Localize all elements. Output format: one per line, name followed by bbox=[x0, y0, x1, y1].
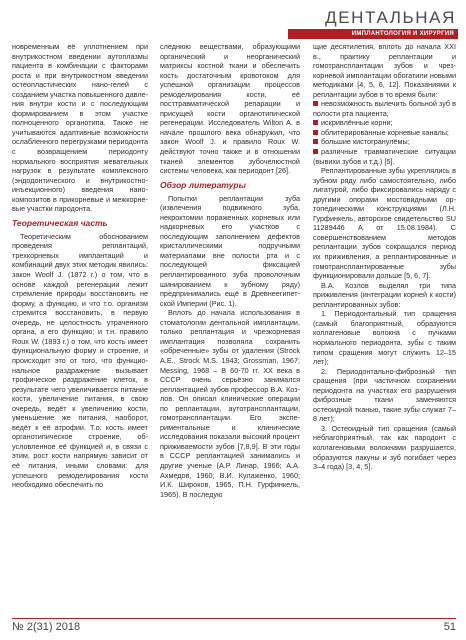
paragraph: новременным её уплотнением при внутрикостном введении аутоплазмы пациента в комбинации с факторами роста и при внутрикостном введении остеопластических нано-гелей с созданием участка повышенного давления внутри кости и с последующим формированием в этом участке полноценного органотипа. Также не учитываются адаптивные возможности ослабленного перегрузками периодонта с возвращением периодонту нормального восприятия жевательных нагрузок в результате комплексного (эндодонтического и внутрикостно-инъекционного) введения нано-композитов в прикорневые и межкорневые участки пародонта. bbox=[12, 42, 149, 214]
bullet-icon bbox=[313, 149, 318, 154]
bullet-icon bbox=[313, 130, 318, 135]
journal-title: ДЕНТАЛЬНАЯ bbox=[325, 8, 456, 27]
paragraph: Теоретическим обоснованием проведения реплантаций, трехкорневых имплантаций и комбинаций двух этих методик явились: закон Woolf J. (1872 г.) о том, что в основе каждой регенерации лежит стремление природы восстановить не форму, а функцию, и что т.о. организм стремится восстановить, в первую очередь, не целостность утраченного органа, а его функцию; и т.н. правило Roux W. (1893 г.) о том, что кость имеет функциональную форму и строение, и происходит это от того, что функциональное раздражение вызывает трофическое раздражение клеток, в результате чего увеличивается питание кости, увеличение питания, в свою очередь, ведёт к увеличению кости, уменьшение же питания, наоборот, ведёт к её атрофии. Т.о. кость имеет органотипическое строение, обусловленное её функцией и, в связи с этим, рост кости напрямую зависит от её питания, иными словами: для успешного ремоделирования кости необходимо обеспечить по bbox=[12, 231, 148, 490]
issue-number: № 2(31) 2018 bbox=[12, 621, 81, 633]
footer-divider bbox=[12, 618, 456, 619]
column-2 bbox=[160, 42, 300, 499]
section-title-literature-review: Обзор литературы bbox=[160, 179, 246, 190]
paragraph: 3. Остеоидный тип сращения (самый неблагоприятный, так как пародонт с коллагеновыми волокнами разрушается, образуются лакуны и зуб погибает через 3–4 года) [3, 4, 5]. bbox=[313, 423, 456, 472]
paragraph: Вплоть до начала использования в стоматологии дентальной имплантации, только реплантация и чрезкорневая имплантация позволяла сохранить «обреченные» зубы от удаления (Strock A.E., Strock M.S. 1943; Grossman, 1967; Messing, 1968 – В 60-70 гг. ХХ века в СССР очень серьёзно занимался реплантацией зубов профессор В.А. Козлов. Он описал клинические операции по реплантации, аутотрансплантации, гомотрансплантации. Его экспериментальные и клинические исследования показали высокий процент приживаемости зубов [7,8,9]. В эти годы в СССР реплантацией занимались и другие ученые (А.Р. Линар, 1966; А.А. Ахмедов, 1960; В.И. Кулаженко, 1960; И.К. Широков, 1965, П.Н. Гурфинкель, 1965). В последую bbox=[160, 308, 300, 499]
paragraph: 2. Периодонтально-фиброзный тип сращения (при частичном сохранении периодонта на участках его разрушения фиброзные ткани заменяются остеоидной тканью, такие зубы служат 7–8 лет); bbox=[313, 366, 456, 424]
bullet-icon bbox=[313, 120, 318, 125]
list-item: невозможность вылечить больной зуб в полости рта пациента; bbox=[313, 99, 456, 118]
paragraph: следнюю веществами, образующими органический и неорганический матриксы костной ткани и обеспечить кость достаточным кровотоком для успешной организации процессов ремоделирования кости, её посттравматической репарации и присущей кости органотипической регенерации. Исследователь Wilton A. в начале прошлого века обнаружил, что закон Woolf J. и правило Roux W. действуют точно также и в отношении тканей элементов зубочелюстной системы человека, как периодонт [26]. bbox=[160, 42, 300, 176]
list-item: облитерированные корневые каналы; bbox=[313, 128, 456, 138]
bullet-icon bbox=[313, 139, 318, 144]
list-item: большие кистогранулёмы; bbox=[313, 137, 456, 147]
paragraph: щие десятилетия, вплоть до начала XXI в., практику реплантации и гомотрансплантации зубов и чрезкорневой имплантации обогатили новыми методиками [4, 5, 6, 12]. Показаниями к реплантации зубов в то время были: bbox=[313, 42, 456, 99]
paragraph: Попытки реплантации зуба (извлечения подвижного зуба, некроктомии пораженных корневых или надкорневых его участков с последующим заполнением дефектов кристаллическими подручными материалами вне полости рта и с последующей фиксацией реплантированного зуба проволочным шинированием к зубному ряду) предпринимались ещё в Древнеегипетской Империи (Рис. 1). bbox=[160, 193, 300, 308]
list-item: искривлённые корни; bbox=[313, 118, 456, 128]
list-item: различные травматические ситуации (вывихи зубов и т.д.) [5]. bbox=[313, 147, 456, 166]
page-number: 51 bbox=[443, 621, 456, 633]
bullet-icon bbox=[313, 101, 318, 106]
paragraph: 1. Периодонтальный тип сращения (самый благоприятный, образуются коллагеновые волокна с пучками нормального периодонта, зубы с таким типом сращения могут служить 12–15 лет); bbox=[313, 309, 456, 367]
journal-header bbox=[288, 8, 458, 42]
paragraph: В.А. Козлов выделял три типа приживления (интеграции корней к кости) реплантированных зубов: bbox=[313, 280, 456, 309]
journal-subtitle: ИМПЛАНТОЛОГИЯ И ХИРУРГИЯ bbox=[351, 31, 454, 37]
page-footer bbox=[12, 618, 456, 634]
column-3 bbox=[313, 42, 456, 472]
column-1 bbox=[12, 42, 148, 490]
section-title-theory: Теоретическая часть bbox=[12, 217, 108, 228]
paragraph: Реплантированные зубы укреплялись в зубном ряду либо самостоятельно, либо лигатурой, либо фиксировались наряду с другими опорами мостовидными ортопедическими конструкциями (Л.Н. Гурфинкель, авторское свидетельство SU 11289446 А от 15.08.1984). С совершенствованием методов реплантации зубов сокращался период их приживления, а реплантированные и гомотрансплантированные зубы функционировали дольше [5, 6, 7]. bbox=[313, 166, 456, 281]
